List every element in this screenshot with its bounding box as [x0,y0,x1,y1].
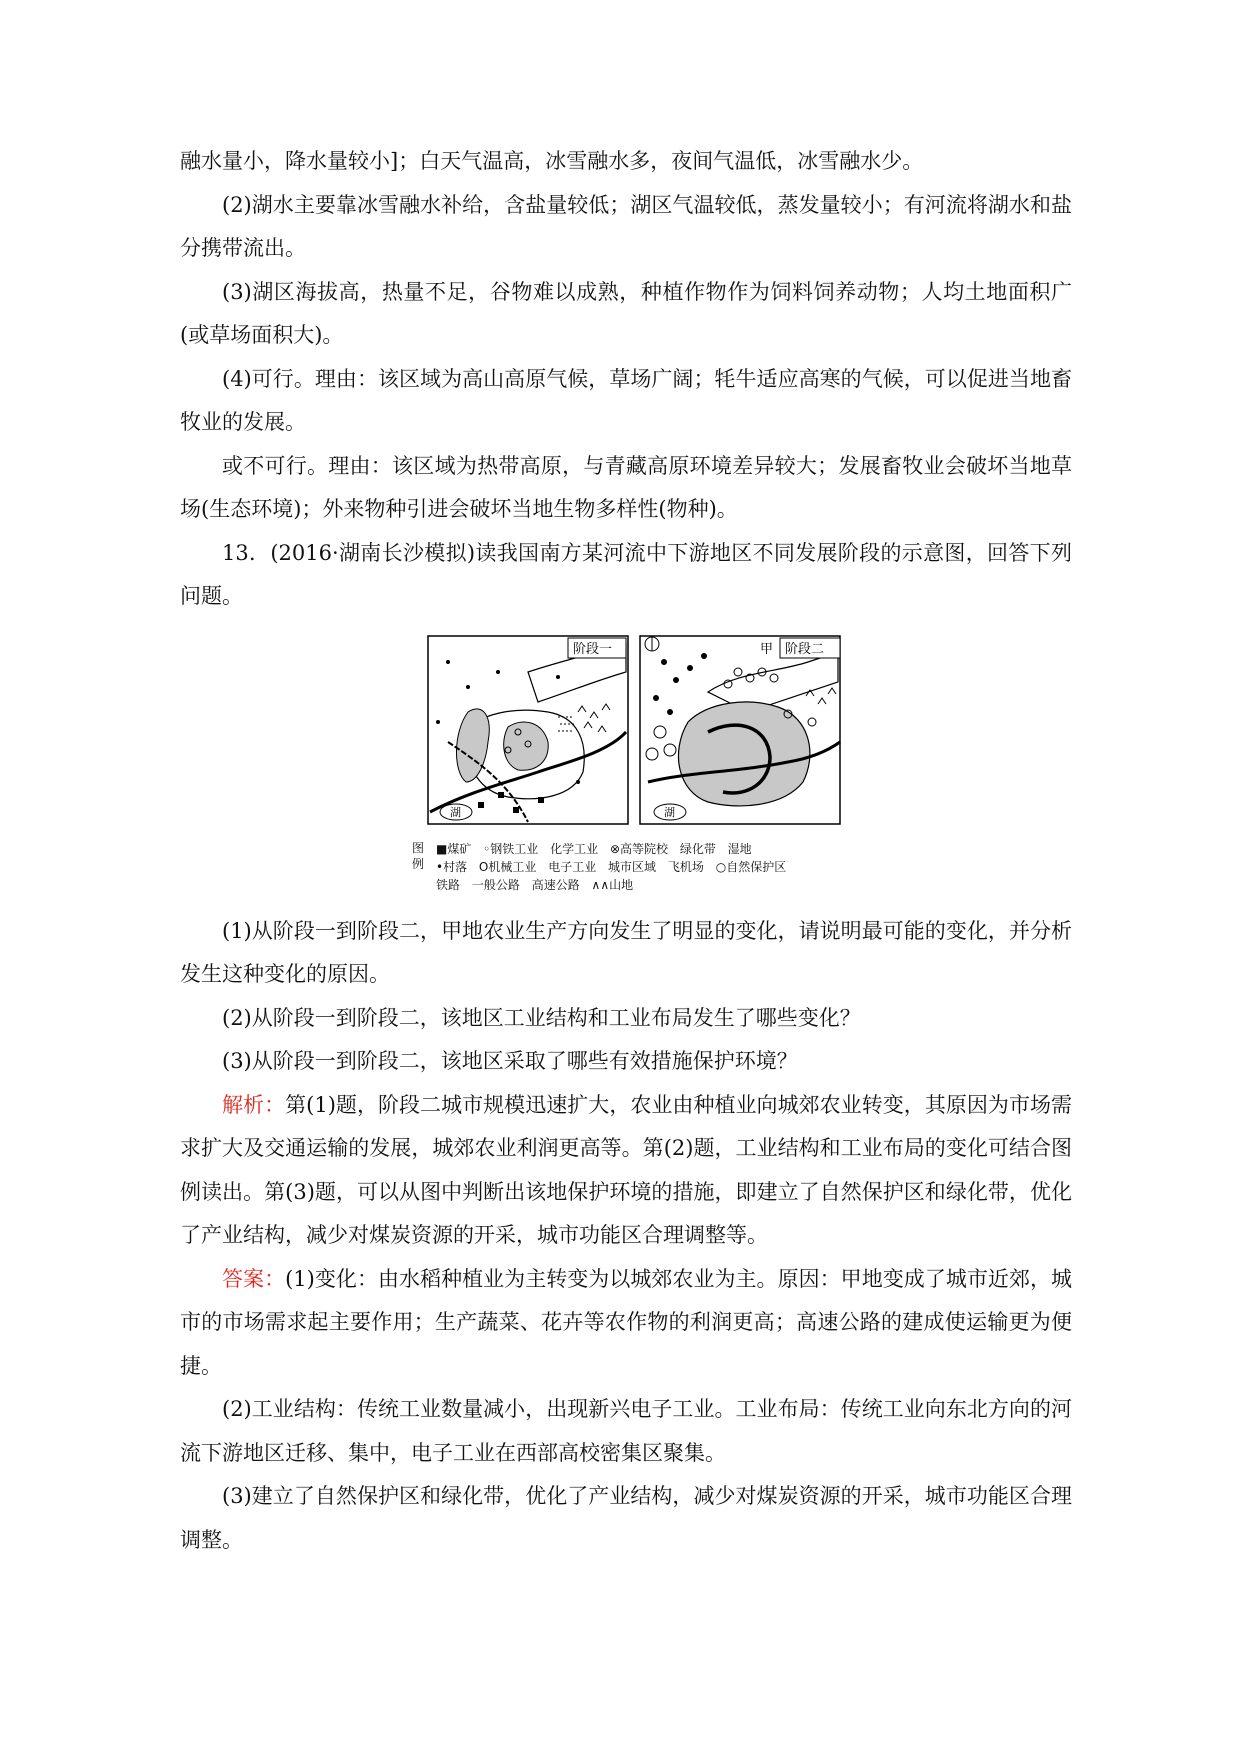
legend-machinery-industry: O机械工业 [478,859,537,874]
legend-wetland: 湿地 [727,841,752,856]
legend-village: •村落 [436,859,468,874]
legend-row [436,876,794,894]
legend-caption: 图例 [411,840,424,871]
paragraph: (4)可行。理由：该区域为高山高原气候，草场广阔；牦牛适应高寒的气候，可以促进当地畜牧业的发展。 [180,366,1072,434]
paragraph: 融水量小，降水量较小]；白天气温高，冰雪融水多，夜间气温低，冰雪融水少。 [180,149,924,173]
paragraph: (2)湖水主要靠冰雪融水补给，含盐量较低；湖区气温较低，蒸发量较小；有河流将湖水和盐分携带流出。 [180,192,1072,260]
legend-airport: 飞机场 [667,859,704,874]
lake-label-2: 湖 [664,805,675,819]
question-2: (2)从阶段一到阶段二，该地区工业结构和工业布局发生了哪些变化？ [222,1005,861,1030]
legend-general-road: 一般公路 [471,877,520,892]
stage-1-label: 阶段一 [573,641,613,657]
stage-2-label: 阶段二 [785,641,825,657]
legend-electronics-industry: 电子工业 [548,859,597,874]
stage-2-map [640,636,840,824]
legend-university: ⊗高等院校 [609,841,668,856]
answer-text: (1)变化：由水稻种植业为主转变为以城郊农业为主。原因：甲地变成了城市近郊，城市的市场需求起主要作用；生产蔬菜、花卉等农作物的利润更高；高速公路的建成使运输更为便捷。 [180,1266,1073,1378]
answer-2: (2)工业结构：传统工业数量减小，出现新兴电子工业。工业布局：传统工业向东北方向的河流下游地区迁移、集中，电子工业在西部高校密集区聚集。 [180,1397,1072,1465]
legend-urban-area: 城市区域 [608,859,657,874]
stage-maps [408,632,888,837]
analysis-label: 解析： [222,1092,286,1117]
stage-maps-figure [408,632,888,898]
legend-mountain: ∧∧山地 [591,877,634,892]
jia-label: 甲 [760,641,774,657]
legend-railway: 铁路 [436,877,461,892]
legend-nature-reserve: ○自然保护区 [715,859,787,874]
legend-steel-industry: ◦钢铁工业 [483,841,539,856]
paragraph: (3)湖区海拔高，热量不足，谷物难以成熟，种植作物作为饲料饲养动物；人均土地面积广(或草场面积大)。 [180,279,1072,347]
question-3: (3)从阶段一到阶段二，该地区采取了哪些有效措施保护环境？ [222,1049,798,1073]
analysis-text: 第(1)题，阶段二城市规模迅速扩大，农业由种植业向城郊农业转变，其原因为市场需求扩大及交通运输的发展，城郊农业利润更高等。第(2)题，工业结构和工业布局的变化可结合图例读出。第(3)题，可以从图中判断出该地保护环境的措施，即建立了自然保护区和绿化带，优化了产业结构，减少对煤炭资源的开采，城市功能区合理调整等。 [180,1092,1073,1247]
legend-row [436,840,794,858]
question-1: (1)从阶段一到阶段二，甲地农业生产方向发生了明显的变化，请说明最可能的变化，并分析发生这种变化的原因。 [180,918,1072,986]
lake-label-1: 湖 [450,805,461,819]
answer-3: (3)建立了自然保护区和绿化带，优化了产业结构，减少对煤炭资源的开采，城市功能区合理调整。 [180,1484,1072,1552]
legend-coal-mine: ■煤矿 [436,841,472,856]
question-13-stem: 13．(2016·湖南长沙模拟)读我国南方某河流中下游地区不同发展阶段的示意图，回答下列问题。 [180,540,1072,608]
analysis [180,1084,1072,1258]
answer-label: 答案： [222,1266,286,1291]
answer [180,1258,1072,1389]
legend-highway: 高速公路 [531,877,580,892]
legend-green-belt: 绿化带 [679,841,716,856]
stage-1-map [428,636,628,824]
legend-chemical-industry: 化学工业 [550,841,599,856]
document-page [180,140,1072,1562]
legend-row [436,858,794,876]
paragraph: 或不可行。理由：该区域为热带高原，与青藏高原环境差异较大；发展畜牧业会破坏当地草场(生态环境)；外来物种引进会破坏当地生物多样性(物种)。 [180,453,1072,521]
